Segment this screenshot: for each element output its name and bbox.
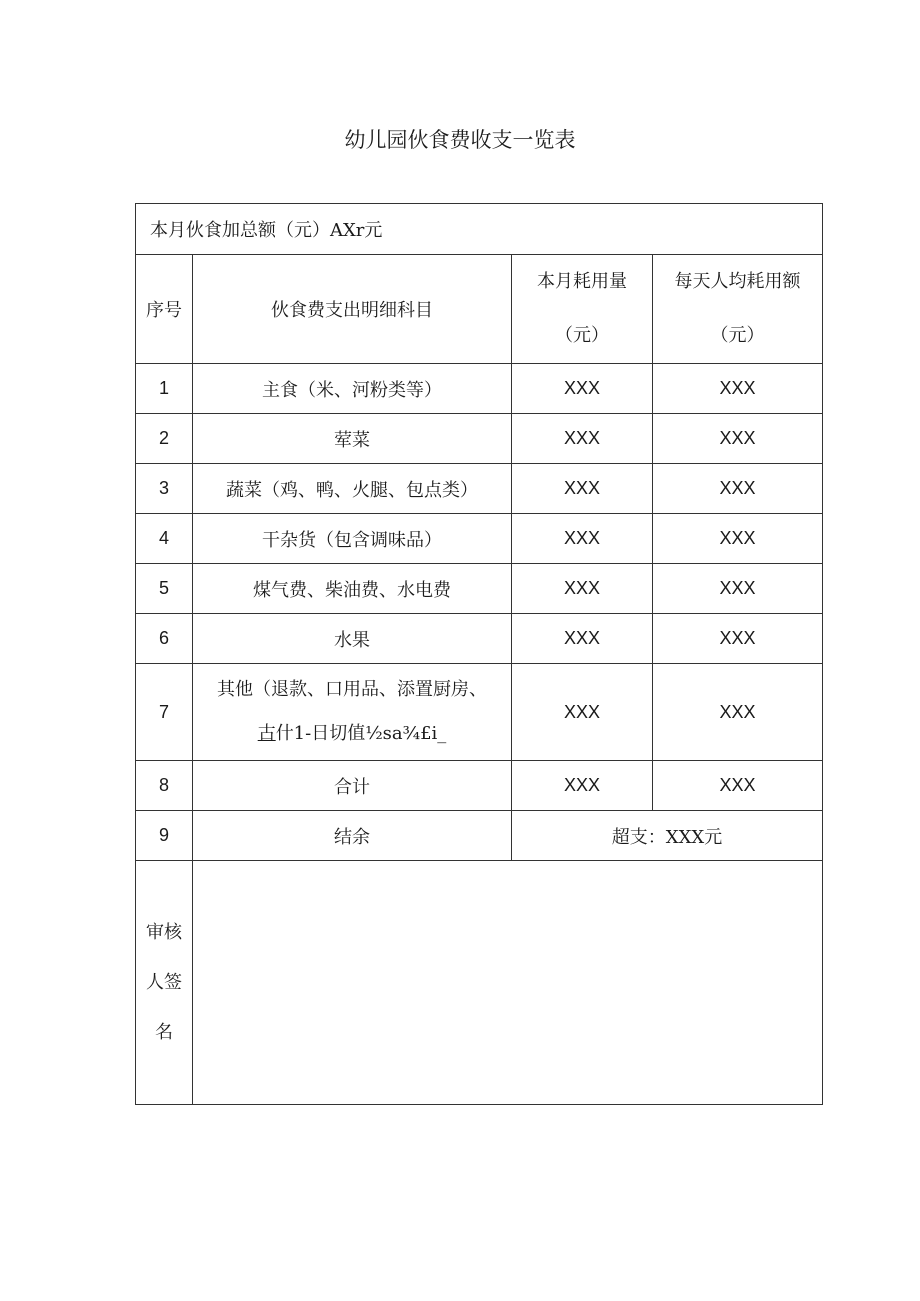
row-monthly: XXX: [512, 564, 653, 614]
table-row: [136, 514, 823, 564]
row-daily: XXX: [653, 414, 823, 464]
row-monthly: XXX: [512, 664, 653, 761]
header-seq: 序号: [136, 255, 193, 364]
header-monthly-line2: （元）: [555, 325, 609, 346]
header-daily: [653, 255, 823, 364]
row-daily: XXX: [653, 664, 823, 761]
row-monthly: XXX: [512, 464, 653, 514]
row-no: 2: [136, 414, 193, 464]
header-row: [136, 255, 823, 364]
table-row-balance: [136, 811, 823, 861]
summary-row: [136, 204, 823, 255]
page-title: 幼儿园伙食费收支一览表: [344, 128, 576, 152]
row-daily: XXX: [653, 614, 823, 664]
table-row: [136, 414, 823, 464]
row-no: 1: [136, 364, 193, 414]
signature-label-line2: 人签: [146, 971, 182, 993]
row-monthly: XXX: [512, 414, 653, 464]
signature-label-line3: 名: [155, 1021, 173, 1043]
header-item: 伙食费支出明细科目: [193, 255, 512, 364]
row-no: 7: [136, 664, 193, 761]
monthly-total-cell: 本月伙食加总额（元）AXr元: [136, 204, 823, 255]
table-row-total: [136, 761, 823, 811]
row-item: 结余: [193, 811, 512, 861]
row-daily: XXX: [653, 564, 823, 614]
table-row: [136, 564, 823, 614]
signature-row: [136, 861, 823, 1105]
table-row: [136, 464, 823, 514]
row-item: 主食（米、河粉类等）: [193, 364, 512, 414]
row-item: 蔬菜（鸡、鸭、火腿、包点类）: [193, 464, 512, 514]
row-item: 干杂货（包含调味品）: [193, 514, 512, 564]
row-item-line2: [193, 712, 511, 756]
table-row: [136, 614, 823, 664]
row-no: 9: [136, 811, 193, 861]
row-no: 3: [136, 464, 193, 514]
table-row-other: [136, 664, 823, 761]
header-monthly: [512, 255, 653, 364]
overspend-value: 超支：XXX元: [512, 811, 823, 861]
header-daily-line2: （元）: [710, 325, 765, 346]
row-monthly: XXX: [512, 614, 653, 664]
row-item: 荤菜: [193, 414, 512, 464]
signature-area[interactable]: [193, 861, 823, 1105]
row-no: 8: [136, 761, 193, 811]
signature-label-line1: 审核: [146, 921, 182, 943]
signature-label: [136, 861, 193, 1105]
row-monthly: XXX: [512, 364, 653, 414]
row-monthly: XXX: [512, 761, 653, 811]
row-item: 合计: [193, 761, 512, 811]
header-monthly-line1: 本月耗用量: [537, 271, 627, 292]
row-item: 煤气费、柴油费、水电费: [193, 564, 512, 614]
row-daily: XXX: [653, 464, 823, 514]
row-item: [193, 664, 512, 761]
header-daily-line1: 每天人均耗用额: [674, 271, 801, 292]
row-daily: XXX: [653, 364, 823, 414]
row-daily: XXX: [653, 761, 823, 811]
row-item-line2-rest: 什1-日切值½sa¾£i_: [275, 723, 447, 744]
expense-table: [135, 203, 823, 1105]
row-monthly: XXX: [512, 514, 653, 564]
row-item-line1: 其他（退款、口用品、添置厨房、: [217, 679, 487, 700]
row-daily: XXX: [653, 514, 823, 564]
row-no: 5: [136, 564, 193, 614]
row-no: 4: [136, 514, 193, 564]
row-no: 6: [136, 614, 193, 664]
row-item-line2-underlined: 古: [257, 723, 276, 744]
table-row: [136, 364, 823, 414]
row-item: 水果: [193, 614, 512, 664]
